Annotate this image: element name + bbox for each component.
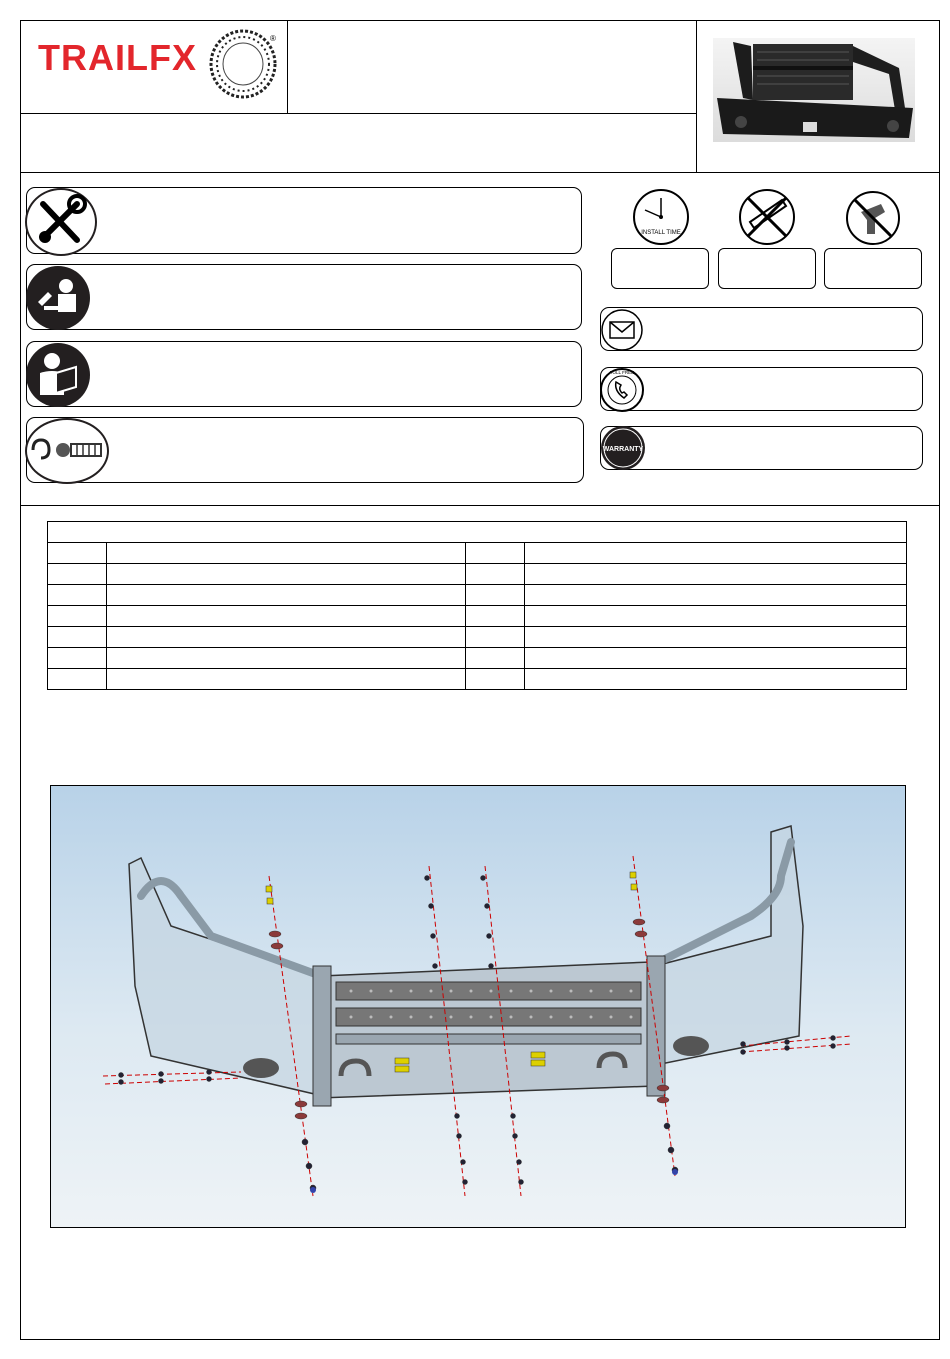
photo-divider: [696, 20, 697, 172]
towing-notice-box: [26, 417, 584, 483]
read-manual-icon: [26, 343, 90, 407]
cutting-box: [718, 248, 816, 289]
warranty-label: WARRANTY: [602, 446, 644, 453]
brand-logo: TRAILFX: [38, 37, 197, 78]
assembly-diagram: [50, 785, 906, 1228]
toll-free-phone-icon: [598, 367, 646, 413]
tow-hook-icon: [25, 418, 109, 484]
header-bottom-line: [20, 172, 940, 173]
read-instructions-box: [26, 341, 582, 407]
table-row: [48, 543, 907, 564]
install-time-label: INSTALL TIME: [641, 230, 681, 236]
install-time-box: [611, 248, 709, 289]
table-row: [48, 606, 907, 627]
product-photo: [713, 38, 915, 142]
drilling-box: [824, 248, 922, 289]
table-row: [48, 627, 907, 648]
phone-box: [600, 367, 923, 411]
professional-install-box: [26, 264, 582, 330]
tools-required-box: [26, 187, 582, 254]
logo-divider: [287, 20, 288, 113]
no-drilling-icon: [845, 190, 901, 246]
tire-logo-icon: [205, 28, 280, 100]
no-cutting-icon: [738, 188, 796, 246]
table-row: [48, 564, 907, 585]
brand-registered-mark: ®: [270, 34, 276, 43]
table-row: [48, 585, 907, 606]
table-row: [48, 648, 907, 669]
install-time-icon: [632, 188, 690, 246]
parts-table-header: [48, 522, 907, 543]
email-box: [600, 307, 923, 351]
toll-free-label: TOLL FREE: [609, 370, 635, 375]
email-icon: [600, 308, 646, 352]
warranty-icon: [599, 425, 647, 471]
header-divider: [20, 113, 696, 114]
parts-table: [47, 521, 907, 690]
tools-icon: [25, 188, 97, 256]
icons-bottom-line: [20, 505, 940, 506]
warranty-box: [600, 426, 923, 470]
table-row: [48, 669, 907, 690]
mechanic-icon: [26, 266, 90, 330]
